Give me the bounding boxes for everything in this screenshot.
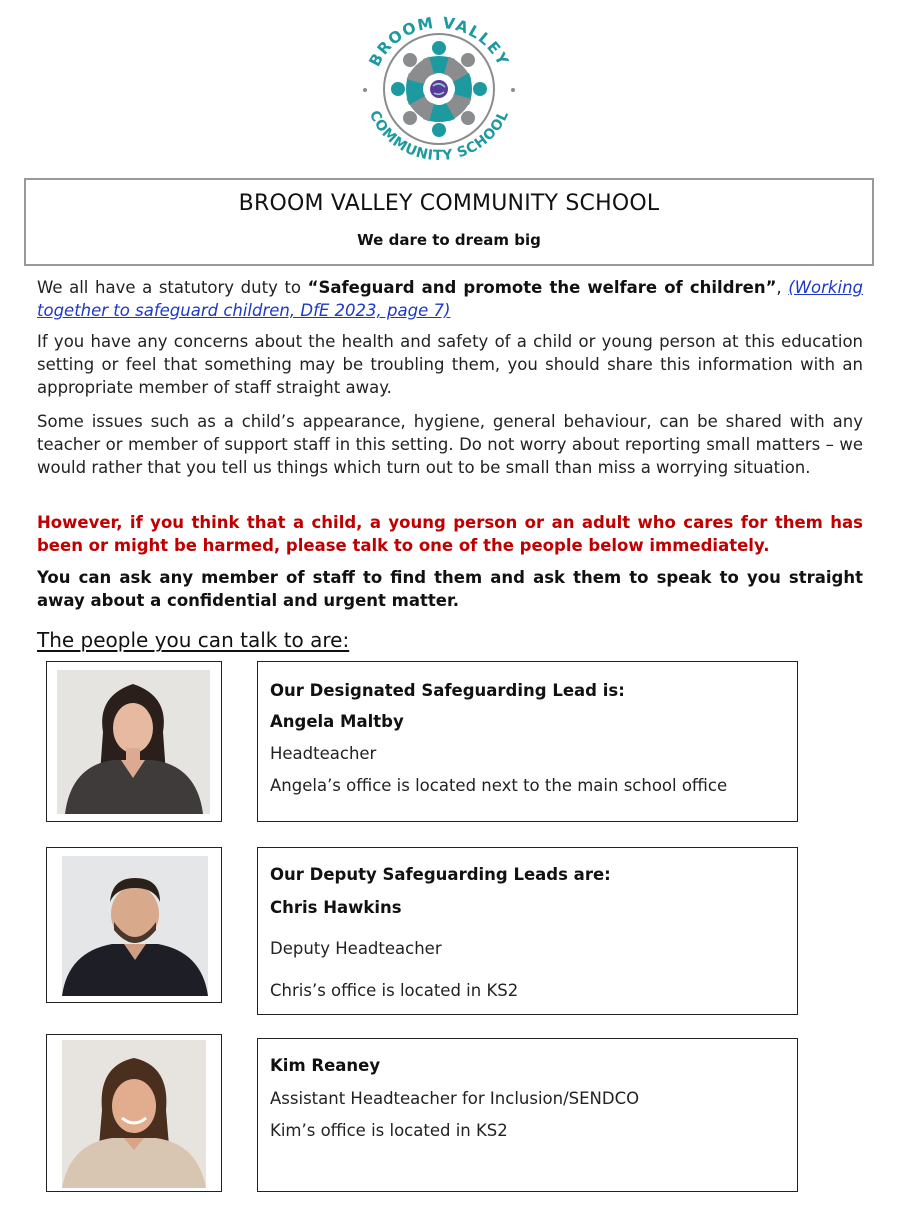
school-motto: We dare to dream big — [357, 231, 541, 249]
person-role: Deputy Headteacher — [270, 939, 442, 958]
kim-reaney-photo — [62, 1040, 206, 1188]
deputy-leads-heading: Our Deputy Safeguarding Leads are: — [270, 865, 611, 884]
safeguarding-lead-box — [257, 661, 798, 822]
chris-hawkins-photo — [62, 856, 208, 996]
school-logo — [354, 6, 524, 172]
p1-lead-text: We all have a statutory duty to — [37, 278, 308, 297]
inclusion-lead-box — [257, 1038, 798, 1192]
p1-separator: , — [776, 278, 789, 297]
person-location: Angela’s office is located next to the main school office — [270, 776, 728, 795]
designated-lead-heading: Our Designated Safeguarding Lead is: — [270, 681, 625, 700]
header-box — [24, 178, 874, 266]
person-name: Angela Maltby — [270, 712, 404, 731]
person-name: Kim Reaney — [270, 1056, 381, 1075]
logo-arc-top-text: BROOM VALLEY — [365, 13, 513, 70]
people-heading: The people you can talk to are: — [37, 628, 350, 652]
small-issues-paragraph: Some issues such as a child’s appearance, hygiene, general behaviour, can be shared with any teacher or member of support staff in this setting. Do not worry about reporting small matters – we would rather that you tell us things which turn out to be small than miss a worrying situation. — [37, 412, 863, 477]
ask-staff-paragraph: You can ask any member of staff to find them and ask them to speak to you straight away about a confidential and urgent matter. — [37, 568, 863, 610]
concerns-paragraph: If you have any concerns about the health and safety of a child or young person at this education setting or feel that something may be troubling them, you should share this information with an appropriate member of staff straight away. — [37, 332, 863, 397]
harm-warning-paragraph: However, if you think that a child, a young person or an adult who cares for them has been or might be harmed, please talk to one of the people below immediately. — [37, 513, 863, 555]
person-location: Chris’s office is located in KS2 — [270, 981, 519, 1000]
school-name: BROOM VALLEY COMMUNITY SCHOOL — [238, 191, 660, 216]
p1-bold-quote: “Safeguard and promote the welfare of children” — [307, 278, 777, 297]
dfe-guidance-link[interactable]: (Working together to safeguard children, DfE 2023, page 7) — [37, 278, 863, 320]
statutory-duty-paragraph — [37, 277, 863, 323]
person-name: Chris Hawkins — [270, 898, 402, 917]
person-location: Kim’s office is located in KS2 — [270, 1121, 508, 1140]
photo-frame-kim — [46, 1034, 222, 1192]
deputy-leads-box — [257, 847, 798, 1015]
photo-frame-angela — [46, 661, 222, 822]
person-role: Headteacher — [270, 744, 377, 763]
person-role: Assistant Headteacher for Inclusion/SENDCO — [270, 1089, 640, 1108]
logo-arc-bottom-text: COMMUNITY SCHOOL — [365, 108, 513, 165]
angela-maltby-photo — [57, 670, 210, 814]
photo-frame-chris — [46, 847, 222, 1003]
